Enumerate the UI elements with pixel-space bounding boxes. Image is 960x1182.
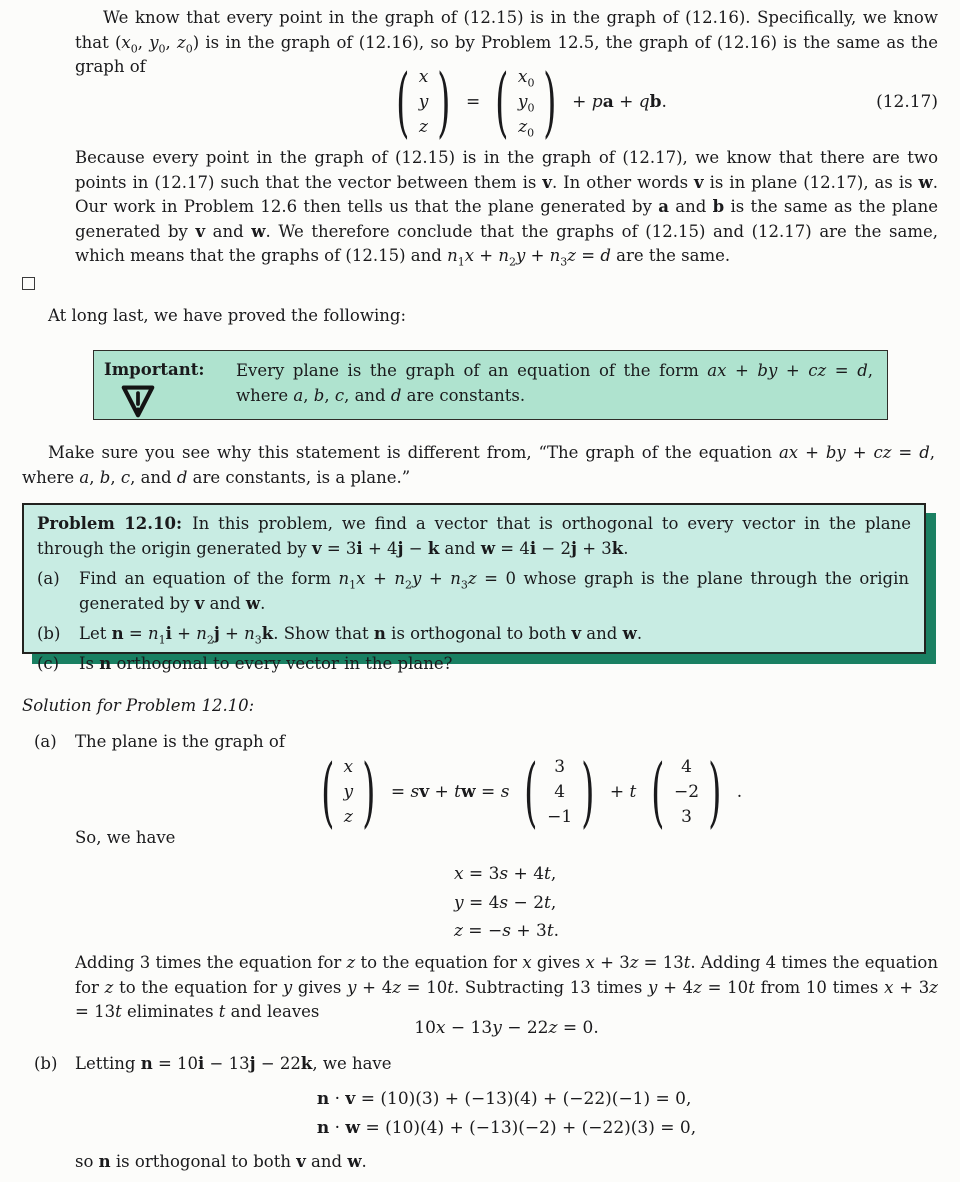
important-callout-box bbox=[93, 350, 888, 420]
w-column-vector: ( 4 −2 3 ) bbox=[651, 747, 722, 836]
dot-product-nw: n · w = (10)(4) + (−13)(−2) + (−22)(3) = 0, bbox=[316, 1118, 697, 1138]
equation-z: z = −s + 3t. bbox=[453, 921, 560, 941]
v-column-vector: ( 3 4 −1 ) bbox=[524, 747, 595, 836]
right-paren-icon: ) bbox=[708, 747, 722, 836]
left-paren-icon: ( bbox=[396, 57, 410, 146]
dot-product-nv: n · v = (10)(3) + (−13)(4) + (−22)(−1) = 0, bbox=[316, 1089, 692, 1109]
left-paren-icon: ( bbox=[524, 747, 538, 836]
xyz-column-vector: ( x y z ) bbox=[396, 57, 451, 146]
plus-t-term: + t bbox=[609, 782, 637, 802]
part-text: Letting n = 10i − 13j − 22k, we have bbox=[75, 1054, 392, 1073]
item-label: (a) bbox=[37, 569, 60, 588]
left-paren-icon: ( bbox=[495, 57, 509, 146]
problem-box bbox=[22, 503, 926, 673]
item-label: (b) bbox=[37, 624, 61, 643]
part-text: The plane is the graph of bbox=[75, 732, 285, 751]
closing-sentence: so n is orthogonal to both v and w. bbox=[75, 1152, 367, 1171]
solution-part-b bbox=[34, 1051, 914, 1076]
equation-period: . bbox=[736, 782, 743, 802]
parametric-system bbox=[75, 860, 938, 946]
intro-paragraph: We know that every point in the graph of (12.15) is in the graph of (12.16). Specifically, we know that ($x_0$, $y_0$, $z_0$) is in the graph of (12.16), so by Problem 12.5, the graph of (12.16) is the same as the graph of bbox=[75, 8, 938, 76]
important-label: Important: bbox=[104, 360, 205, 379]
left-paren-icon: ( bbox=[651, 747, 665, 836]
problem-title: Problem 12.10: bbox=[37, 514, 183, 533]
important-label-column bbox=[104, 358, 228, 419]
lead-in-sentence: At long last, we have proved the following: bbox=[48, 306, 406, 325]
end-of-proof-square-icon bbox=[22, 277, 35, 290]
problem-item-c bbox=[37, 651, 911, 676]
plane-parametric-equation bbox=[75, 744, 938, 840]
problem-intro-text: In this problem, we find a vector that is orthogonal to every vector in the plane through the origin generated by v = 3i + 4j − k and w = 4i − 2j + 3k. bbox=[37, 514, 912, 558]
equation-x: x = 3s + 4t, bbox=[453, 864, 557, 884]
right-paren-icon: ) bbox=[362, 747, 376, 836]
equals-sign: = bbox=[465, 92, 481, 112]
left-paren-icon: ( bbox=[321, 747, 335, 836]
body-paragraph: Because every point in the graph of (12.15) is in the graph of (12.17), we know that there are two points in (12.17) such that the vector between them is v. In other words v is in plane (12.17), as is w. Our work in Problem 12.6 then tells us that the plane generated by a and b is the same as the plane generated by v and w. We therefore conclude that the graphs of (12.15) and (12.17) are the same, which means that the graphs of (12.15) and $n_1x + n_2y + n_3z = d$ are the same. bbox=[75, 148, 938, 269]
right-paren-icon: ) bbox=[437, 57, 451, 146]
problem-item-b bbox=[37, 621, 911, 646]
right-paren-icon: ) bbox=[581, 747, 595, 836]
item-text: Find an equation of the form $n_1x + n_2y + n_3z = 0$ whose graph is the plane through the origin generated by v and w. bbox=[79, 569, 909, 613]
item-label: (c) bbox=[37, 654, 60, 673]
item-text: Is n orthogonal to every vector in the plane? bbox=[79, 654, 453, 673]
item-text: Let $n = n_1i + n_2j + n_3k$. Show that n is orthogonal to both v and w. bbox=[79, 624, 643, 647]
xyz-column-vector: ( x y z ) bbox=[321, 747, 376, 836]
so-we-have-text: So, we have bbox=[75, 828, 176, 847]
important-text: Every plane is the graph of an equation of the form ax + by + cz = d, where a, b, c, and d are constants. bbox=[236, 361, 873, 405]
problem-intro bbox=[37, 511, 911, 561]
make-sure-paragraph: Make sure you see why this statement is different from, “The graph of the equation ax + by + cz = d, where a, b, c, and d are constants, is a plane.” bbox=[22, 443, 935, 487]
equation-number: (12.17) bbox=[876, 92, 938, 112]
part-label: (b) bbox=[34, 1054, 58, 1073]
right-paren-icon: ) bbox=[543, 57, 557, 146]
solution-header: Solution for Problem 12.10: bbox=[22, 696, 255, 715]
part-label: (a) bbox=[34, 732, 57, 751]
alert-exclamation-triangle-icon bbox=[120, 383, 156, 423]
xyz0-column-vector: ( $x_0$ $y_0$ $z_0$ ) bbox=[495, 57, 557, 146]
elimination-paragraph: Adding 3 times the equation for z to the equation for x gives x + 3z = 13t. Adding 4 times the equation for z to the equation for y gives y + 4z = 10t. Subtracting 13 times y + 4z = 10t from 10 times x + 3z = 13t eliminates t and leaves bbox=[75, 953, 938, 1021]
equation-12-17 bbox=[75, 56, 938, 148]
equation-y: y = 4s − 2t, bbox=[453, 892, 557, 913]
dot-product-equations bbox=[75, 1085, 938, 1143]
equation-middle: = sv + tw = s bbox=[390, 782, 510, 802]
plane-equation-result: 10x − 13y − 22z = 0. bbox=[414, 1018, 599, 1038]
equation-tail: + pa + qb. bbox=[572, 92, 667, 112]
problem-item-a bbox=[37, 566, 911, 616]
